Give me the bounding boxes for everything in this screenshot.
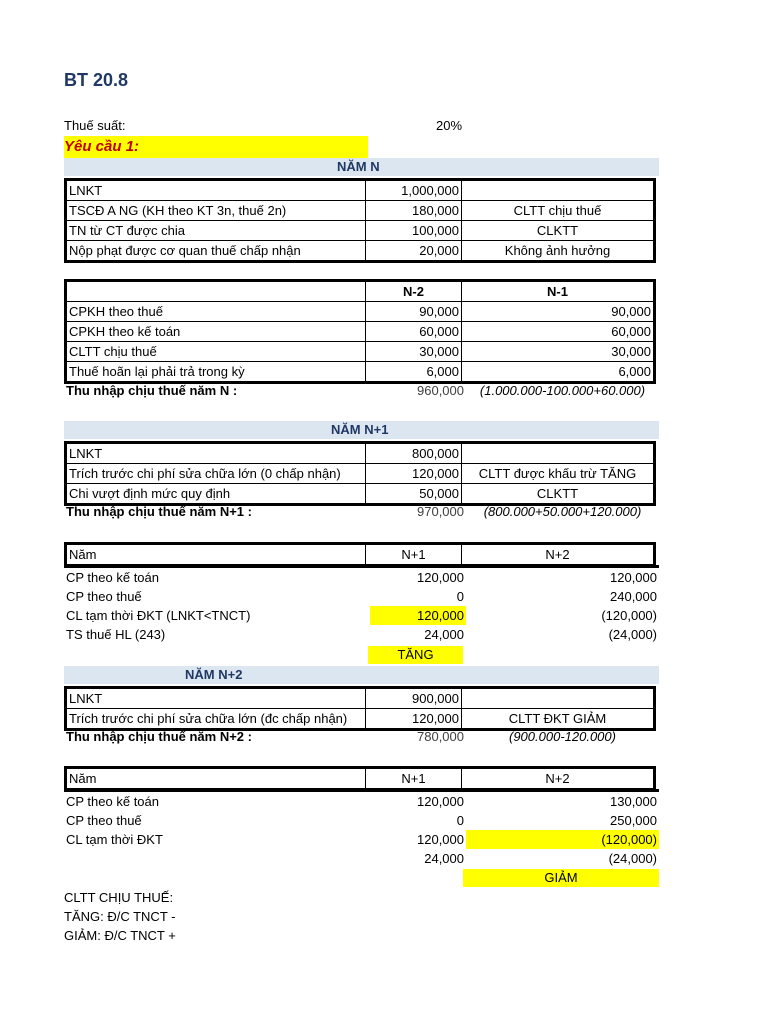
table-header-row xyxy=(66,768,655,789)
year-n1-diff-table xyxy=(64,565,659,644)
note-line: CLTT CHỊU THUẾ: xyxy=(64,890,174,905)
table-header-row xyxy=(66,281,655,302)
cell: 60,000 xyxy=(366,322,462,342)
cell: CPKH theo thuế xyxy=(66,302,366,322)
cell: 130,000 xyxy=(610,794,657,809)
cell: CP theo kế toán xyxy=(66,794,159,809)
cell: 90,000 xyxy=(366,302,462,322)
cell: 24,000 xyxy=(424,851,464,866)
cell: 0 xyxy=(456,813,464,828)
cell: Trích trước chi phí sửa chữa lớn (0 chấp nhận) xyxy=(66,464,366,484)
table-row xyxy=(66,221,655,241)
year-n-band-label: NĂM N xyxy=(337,159,380,174)
table-row xyxy=(64,849,659,868)
tax-rate-label: Thuế suất: xyxy=(64,118,126,133)
note-line: TĂNG: Đ/C TNCT - xyxy=(64,909,176,924)
cell: Nộp phạt được cơ quan thuế chấp nhận xyxy=(66,241,366,262)
cell: CLTT ĐKT GIẢM xyxy=(462,709,655,730)
cell: 100,000 xyxy=(366,221,462,241)
header-cell: Năm xyxy=(66,544,366,565)
cell: 6,000 xyxy=(462,362,655,383)
table-header-row xyxy=(66,544,655,565)
cell: 120,000 xyxy=(417,832,464,847)
cell: 120,000 xyxy=(366,709,462,730)
cell: 240,000 xyxy=(610,589,657,604)
cell: TSCĐ A NG (KH theo KT 3n, thuế 2n) xyxy=(66,201,366,221)
cell: 250,000 xyxy=(610,813,657,828)
cell: 0 xyxy=(456,589,464,604)
cell xyxy=(462,443,655,464)
table-row xyxy=(64,727,659,746)
cell: (120,000) xyxy=(601,608,657,623)
cell: 120,000 xyxy=(417,570,464,585)
table-row xyxy=(64,791,659,812)
cell: LNKT xyxy=(66,180,366,201)
taxable-label: Thu nhập chịu thuế năm N : xyxy=(66,383,238,398)
table-row xyxy=(66,688,655,709)
cell: CLTT chịu thuế xyxy=(462,201,655,221)
table-row xyxy=(66,443,655,464)
cell: (24,000) xyxy=(608,627,657,642)
cell: CP theo thuế xyxy=(66,813,142,828)
cell: 1,000,000 xyxy=(366,180,462,201)
taxable-label: Thu nhập chịu thuế năm N+1 : xyxy=(66,504,252,519)
cell: CLKTT xyxy=(462,484,655,505)
table-row xyxy=(66,302,655,322)
cell: TN từ CT được chia xyxy=(66,221,366,241)
cell: 60,000 xyxy=(462,322,655,342)
cell: LNKT xyxy=(66,443,366,464)
taxable-label: Thu nhập chịu thuế năm N+2 : xyxy=(66,729,252,744)
cell: CLTT được khấu trừ TĂNG xyxy=(462,464,655,484)
year-n-table xyxy=(64,178,656,263)
table-row xyxy=(66,362,655,383)
cell: CLTT chịu thuế xyxy=(66,342,366,362)
year-n-band xyxy=(64,158,659,176)
cell xyxy=(462,688,655,709)
header-cell: N-2 xyxy=(366,281,462,302)
table-row xyxy=(64,567,659,588)
year-n1-band xyxy=(64,421,659,439)
year-n2-band-label: NĂM N+2 xyxy=(185,667,243,682)
header-cell: N+2 xyxy=(462,768,655,789)
year-n2-diff-table xyxy=(64,789,659,868)
taxable-value: 970,000 xyxy=(417,504,464,519)
cell: Không ảnh hưởng xyxy=(462,241,655,262)
table-row xyxy=(64,502,659,521)
table-row xyxy=(64,625,659,644)
cell xyxy=(64,849,370,868)
year-n1-table xyxy=(64,441,656,506)
year-n1-header xyxy=(64,542,656,565)
cell xyxy=(462,180,655,201)
page-title: BT 20.8 xyxy=(64,70,129,90)
cell: 120,000 xyxy=(610,570,657,585)
cell: 90,000 xyxy=(462,302,655,322)
table-row xyxy=(64,381,659,400)
year-n-taxable-row xyxy=(64,381,659,400)
table-row xyxy=(66,180,655,201)
cell: 30,000 xyxy=(462,342,655,362)
taxable-note: (1.000.000-100.000+60.000) xyxy=(479,383,646,398)
cell: 120,000 xyxy=(366,464,462,484)
cell: 120,000 xyxy=(417,794,464,809)
header-cell: Năm xyxy=(66,768,366,789)
year-n1-taxable-row xyxy=(64,502,659,521)
cell: (24,000) xyxy=(608,851,657,866)
table-row xyxy=(64,587,659,606)
table-row xyxy=(64,830,659,849)
table-row xyxy=(66,464,655,484)
cell: 24,000 xyxy=(424,627,464,642)
cell: 50,000 xyxy=(366,484,462,505)
cell: 120,000 xyxy=(370,606,466,625)
year-n2-header xyxy=(64,766,656,789)
depreciation-table xyxy=(64,279,656,384)
table-row xyxy=(66,201,655,221)
requirement-heading: Yêu cầu 1: xyxy=(64,136,368,158)
cell: Trích trước chi phí sửa chữa lớn (đc chấp nhận) xyxy=(66,709,366,730)
cell: CLKTT xyxy=(462,221,655,241)
note-line: GIẢM: Đ/C TNCT + xyxy=(64,928,176,943)
table-row xyxy=(66,322,655,342)
year-n1-band-label: NĂM N+1 xyxy=(331,422,389,437)
year-n2-table xyxy=(64,686,656,731)
taxable-value: 780,000 xyxy=(417,729,464,744)
header-cell: N-1 xyxy=(462,281,655,302)
cell: Chi vượt định mức quy định xyxy=(66,484,366,505)
cell: LNKT xyxy=(66,688,366,709)
increase-tag: TĂNG xyxy=(368,646,463,664)
cell: CL tạm thời ĐKT (LNKT<TNCT) xyxy=(66,608,251,623)
cell: Thuế hoãn lại phải trả trong kỳ xyxy=(66,362,366,383)
cell: 180,000 xyxy=(366,201,462,221)
cell: TS thuế HL (243) xyxy=(66,627,166,642)
cell: 800,000 xyxy=(366,443,462,464)
header-cell xyxy=(66,281,366,302)
table-row xyxy=(64,606,659,625)
cell: CL tạm thời ĐKT xyxy=(66,832,163,847)
header-cell: N+1 xyxy=(366,768,462,789)
cell: 900,000 xyxy=(366,688,462,709)
header-cell: N+2 xyxy=(462,544,655,565)
taxable-note: (800.000+50.000+120.000) xyxy=(483,504,642,519)
cell: 20,000 xyxy=(366,241,462,262)
taxable-value: 960,000 xyxy=(417,383,464,398)
taxable-note: (900.000-120.000) xyxy=(509,729,616,744)
decrease-tag: GIẢM xyxy=(463,869,659,887)
cell: 6,000 xyxy=(366,362,462,383)
year-n2-band xyxy=(64,666,659,684)
table-row xyxy=(66,342,655,362)
cell: (120,000) xyxy=(466,830,659,849)
cell: CP theo kế toán xyxy=(66,570,159,585)
tax-rate-value: 20% xyxy=(436,118,463,133)
cell: CPKH theo kế toán xyxy=(66,322,366,342)
cell: CP theo thuế xyxy=(66,589,142,604)
year-n2-taxable-row xyxy=(64,727,659,746)
table-row xyxy=(64,811,659,830)
header-cell: N+1 xyxy=(366,544,462,565)
table-row xyxy=(66,241,655,262)
cell: 30,000 xyxy=(366,342,462,362)
